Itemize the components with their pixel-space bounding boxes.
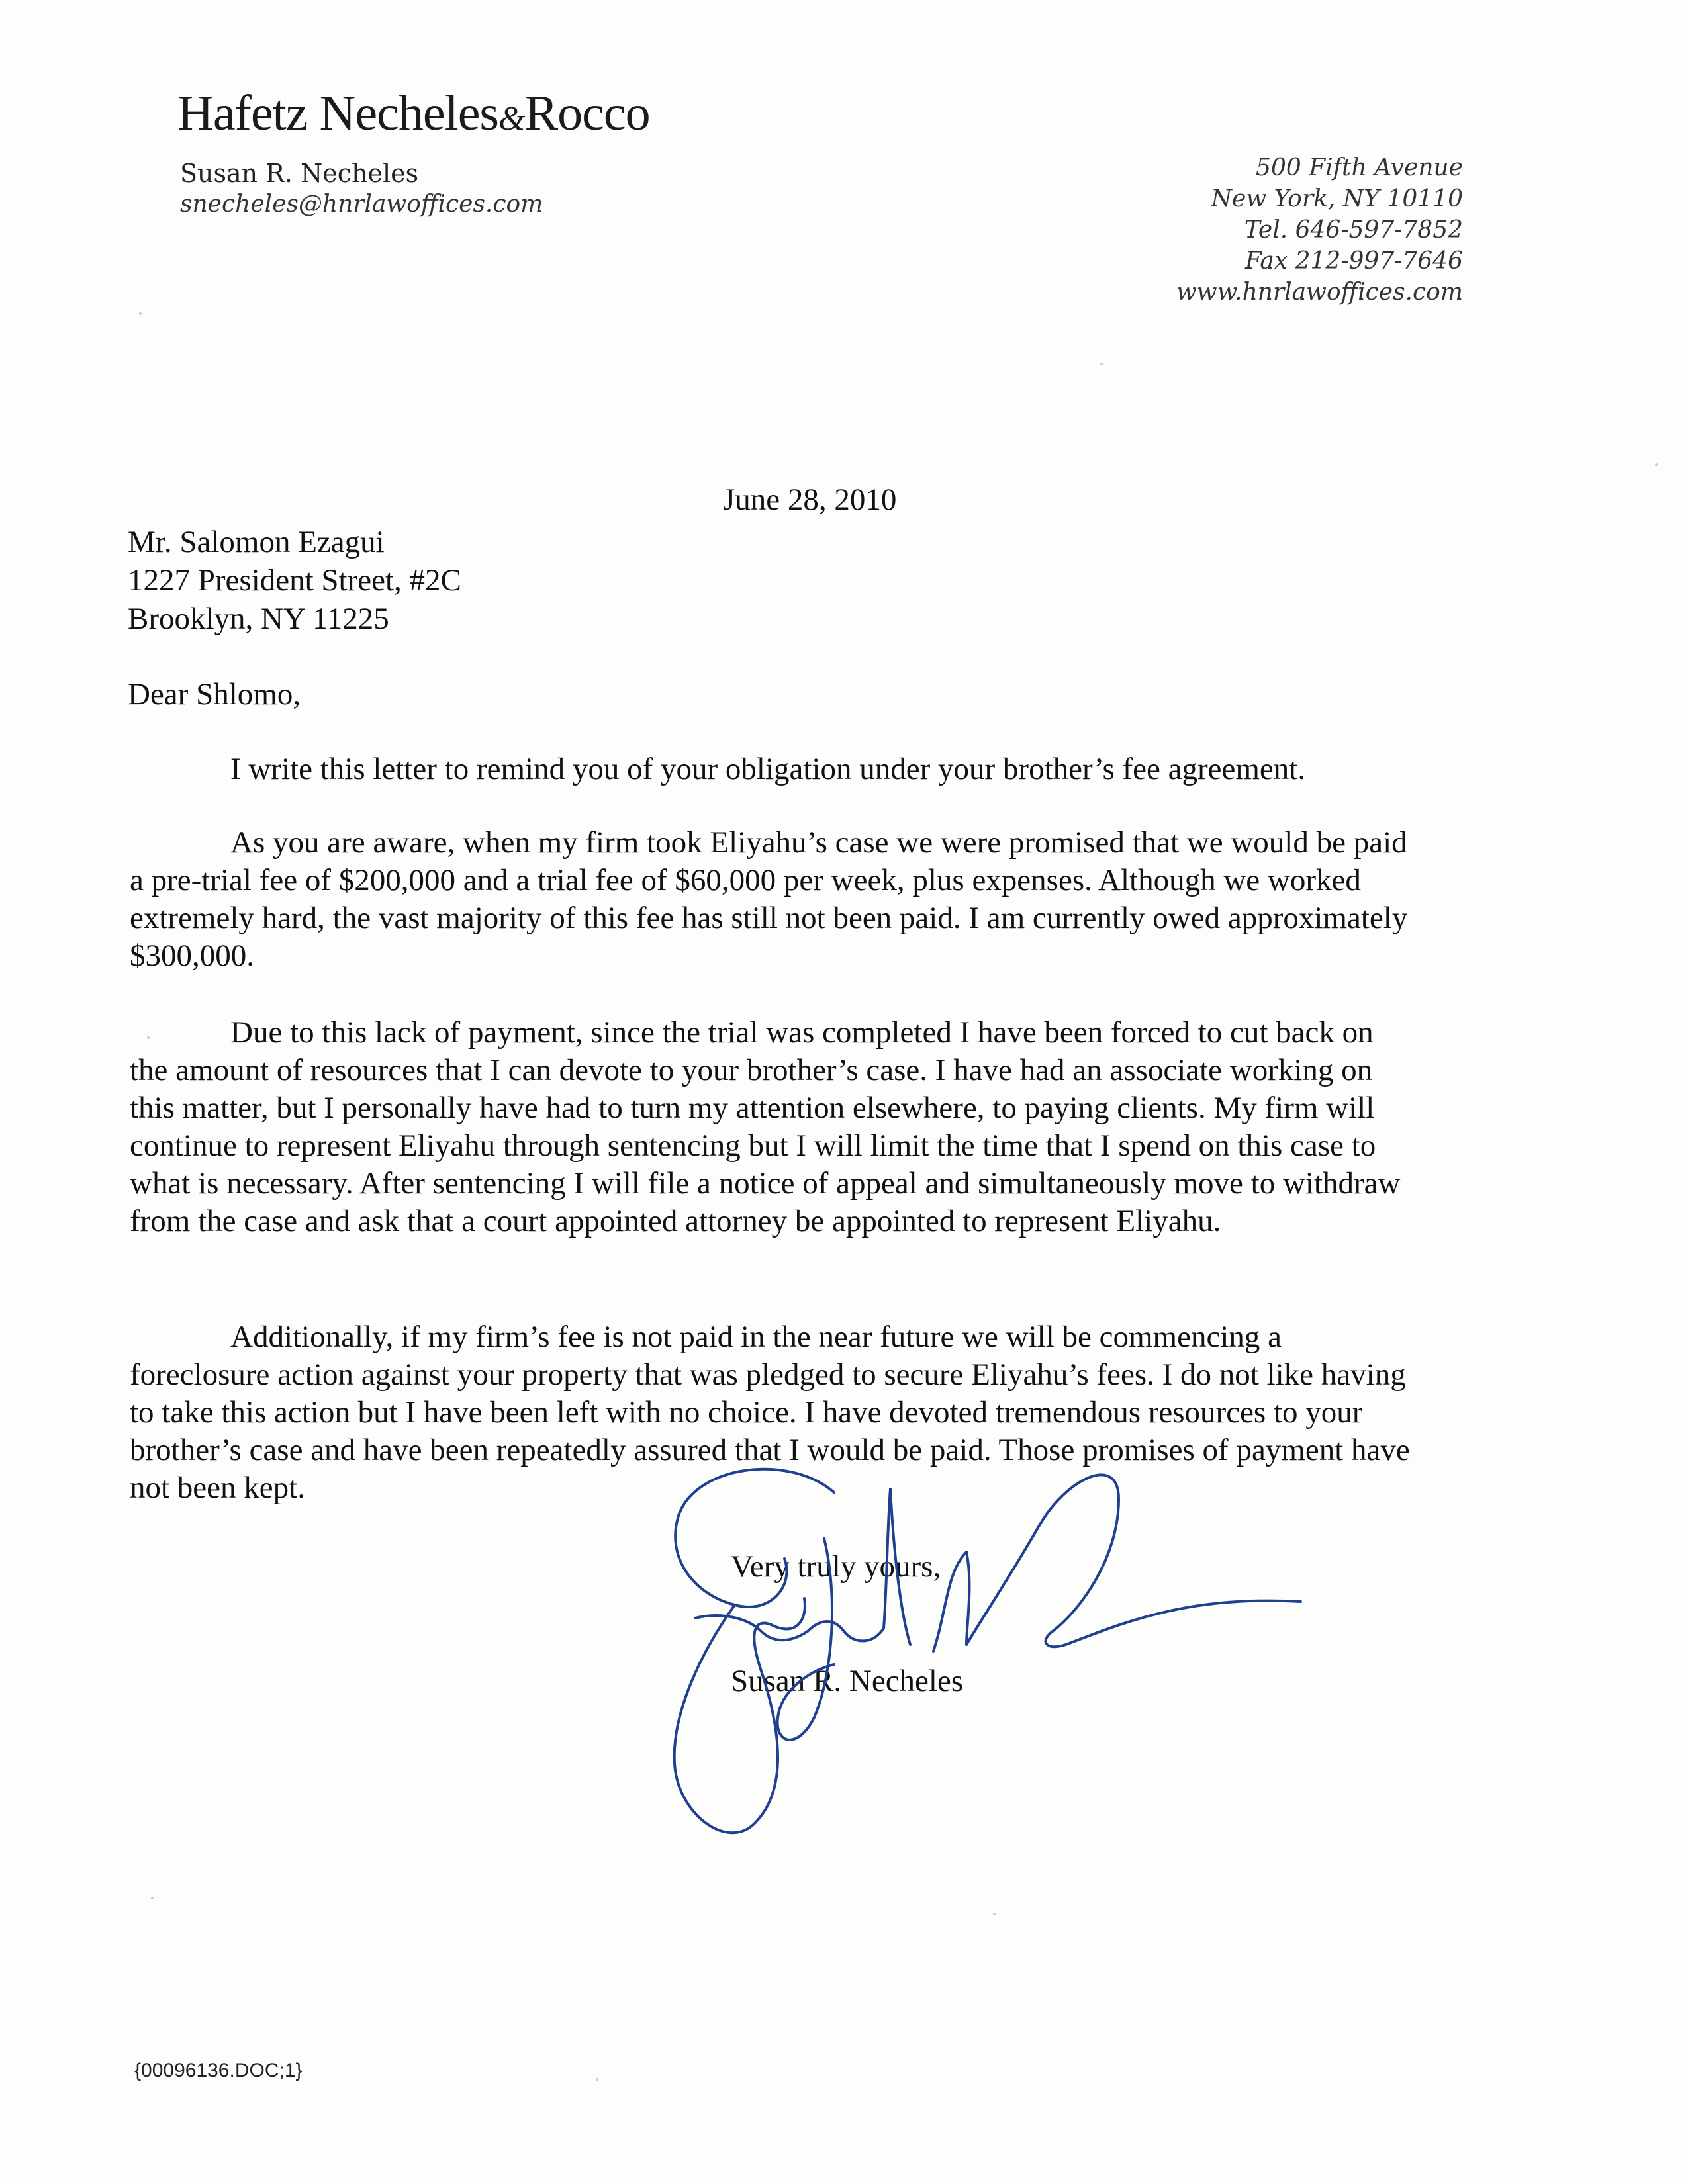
- paragraph-3: Due to this lack of payment, since the trial was completed I have been forced to cut back on the amount of resources that I can devote to your brother’s case. I have had an associate working on this matter, but I personally have had to turn my attention elsewhere, to paying clients. My firm will continue to represent Eliyahu through sentencing but I will limit the time that I spend on this case to what is necessary. After sentencing I will file a notice of appeal and simultaneously move to withdraw from the case and ask that a court appointed attorney be appointed to represent Eliyahu.: [130, 1015, 1401, 1238]
- scan-speck: [1100, 363, 1103, 365]
- scan-speck: [993, 1913, 996, 1915]
- sender-name: Susan R. Necheles: [180, 159, 419, 188]
- firm-name-part2: Rocco: [524, 85, 650, 141]
- firm-name: [177, 85, 650, 142]
- phone-number: Tel. 646-597-7852: [1244, 216, 1463, 244]
- letter-date: June 28, 2010: [723, 482, 897, 517]
- recipient-name: Mr. Salomon Ezagui: [128, 525, 385, 559]
- address-line-1: 500 Fifth Avenue: [1256, 154, 1463, 181]
- paragraph-1: I write this letter to remind you of your obligation under your brother’s fee agreement.: [230, 752, 1306, 786]
- recipient-address: [128, 523, 461, 638]
- closing: Very truly yours,: [731, 1549, 941, 1584]
- firm-name-ampersand: &: [498, 100, 525, 138]
- recipient-city: Brooklyn, NY 11225: [128, 602, 389, 636]
- recipient-street: 1227 President Street, #2C: [128, 563, 461, 598]
- paragraph-2: As you are aware, when my firm took Eliyahu’s case we were promised that we would be paid a pre-trial fee of $200,000 and a trial fee of $60,000 per week, plus expenses. Although we worked extremely hard, the vast majority of this fee has still not been paid. I am currently owed approximately $300,000.: [130, 825, 1408, 973]
- address-line-2: New York, NY 10110: [1211, 185, 1463, 212]
- website: www.hnrlawoffices.com: [1176, 279, 1463, 306]
- document-id: {00096136.DOC;1}: [134, 2060, 303, 2081]
- scan-speck: [147, 1036, 150, 1039]
- signer-name: Susan R. Necheles: [731, 1664, 964, 1698]
- scan-speck: [151, 1897, 154, 1899]
- salutation: Dear Shlomo,: [128, 677, 301, 711]
- sender-email: snecheles@hnrlawoffices.com: [180, 191, 543, 218]
- fax-number: Fax 212-997-7646: [1244, 248, 1463, 275]
- handwritten-signature: [655, 1453, 1337, 1850]
- paragraph-4: Additionally, if my firm’s fee is not paid in the near future we will be commencing a foreclosure action against your property that was pledged to secure Eliyahu’s fees. I do not like having to take this action but I have been left with no choice. I have devoted tremendous resources to your brother’s case and have been repeatedly assured that I would be paid. Those promises of payment have not been kept.: [130, 1320, 1410, 1505]
- firm-address-block: [1176, 152, 1463, 308]
- firm-name-part1: Hafetz Necheles: [177, 85, 499, 141]
- scan-speck: [596, 2078, 598, 2081]
- scan-speck: [139, 312, 142, 315]
- scan-speck: [1655, 463, 1658, 466]
